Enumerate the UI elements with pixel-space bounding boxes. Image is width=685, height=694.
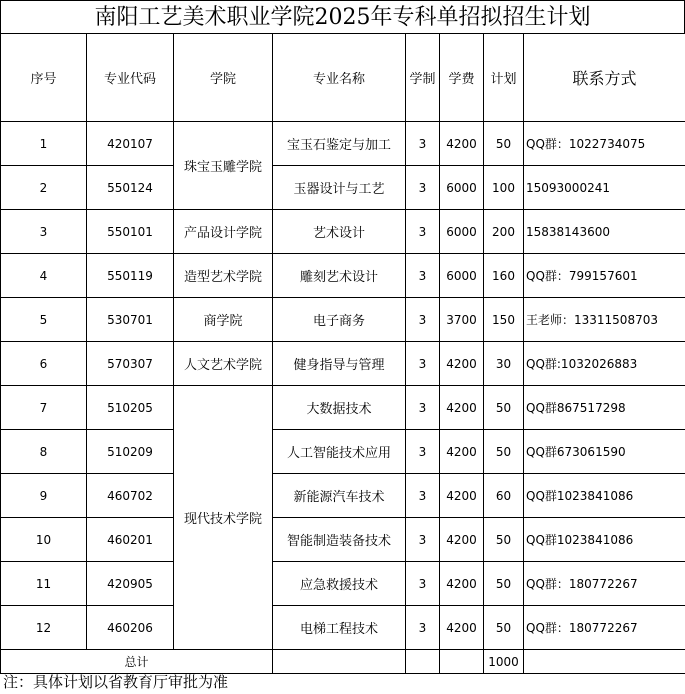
cell-contact: QQ群:1032026883 bbox=[524, 342, 685, 386]
total-empty-cell bbox=[440, 650, 484, 674]
cell-duration: 3 bbox=[406, 474, 440, 518]
cell-contact: QQ群：180772267 bbox=[524, 562, 685, 606]
cell-major: 新能源汽车技术 bbox=[273, 474, 406, 518]
cell-plan: 150 bbox=[484, 298, 524, 342]
header-college: 学院 bbox=[174, 34, 273, 122]
cell-college: 珠宝玉雕学院 bbox=[174, 122, 273, 210]
cell-duration: 3 bbox=[406, 122, 440, 166]
cell-code: 530701 bbox=[87, 298, 174, 342]
table-row bbox=[1, 166, 685, 210]
table-row bbox=[1, 298, 685, 342]
table-row bbox=[1, 430, 685, 474]
cell-duration: 3 bbox=[406, 342, 440, 386]
cell-plan: 50 bbox=[484, 562, 524, 606]
total-row bbox=[1, 650, 685, 674]
cell-index: 6 bbox=[1, 342, 87, 386]
cell-plan: 50 bbox=[484, 122, 524, 166]
cell-code: 550119 bbox=[87, 254, 174, 298]
cell-plan: 100 bbox=[484, 166, 524, 210]
header-fee: 学费 bbox=[440, 34, 484, 122]
cell-code: 570307 bbox=[87, 342, 174, 386]
table-row bbox=[1, 562, 685, 606]
cell-plan: 50 bbox=[484, 518, 524, 562]
header-duration: 学制 bbox=[406, 34, 440, 122]
cell-index: 7 bbox=[1, 386, 87, 430]
cell-code: 550101 bbox=[87, 210, 174, 254]
cell-fee: 4200 bbox=[440, 606, 484, 650]
total-empty-cell bbox=[406, 650, 440, 674]
cell-major: 智能制造装备技术 bbox=[273, 518, 406, 562]
cell-index: 1 bbox=[1, 122, 87, 166]
cell-plan: 60 bbox=[484, 474, 524, 518]
cell-duration: 3 bbox=[406, 210, 440, 254]
cell-fee: 4200 bbox=[440, 122, 484, 166]
cell-major: 应急救援技术 bbox=[273, 562, 406, 606]
cell-code: 460206 bbox=[87, 606, 174, 650]
cell-duration: 3 bbox=[406, 562, 440, 606]
footnote: 注：具体计划以省教育厅审批为准 bbox=[3, 673, 229, 691]
cell-major: 宝玉石鉴定与加工 bbox=[273, 122, 406, 166]
cell-contact: QQ群1023841086 bbox=[524, 518, 685, 562]
cell-college: 现代技术学院 bbox=[174, 386, 273, 650]
cell-contact: 15838143600 bbox=[524, 210, 685, 254]
table-row bbox=[1, 254, 685, 298]
cell-fee: 4200 bbox=[440, 474, 484, 518]
cell-code: 460702 bbox=[87, 474, 174, 518]
cell-code: 550124 bbox=[87, 166, 174, 210]
cell-fee: 3700 bbox=[440, 298, 484, 342]
cell-index: 10 bbox=[1, 518, 87, 562]
table-row bbox=[1, 518, 685, 562]
cell-duration: 3 bbox=[406, 166, 440, 210]
cell-duration: 3 bbox=[406, 606, 440, 650]
table-header-row bbox=[1, 34, 685, 122]
cell-index: 4 bbox=[1, 254, 87, 298]
cell-index: 5 bbox=[1, 298, 87, 342]
cell-major: 玉器设计与工艺 bbox=[273, 166, 406, 210]
cell-plan: 50 bbox=[484, 430, 524, 474]
cell-plan: 200 bbox=[484, 210, 524, 254]
cell-contact: QQ群867517298 bbox=[524, 386, 685, 430]
total-empty-cell bbox=[524, 650, 685, 674]
cell-college: 人文艺术学院 bbox=[174, 342, 273, 386]
cell-college: 造型艺术学院 bbox=[174, 254, 273, 298]
cell-plan: 30 bbox=[484, 342, 524, 386]
cell-fee: 4200 bbox=[440, 386, 484, 430]
cell-fee: 4200 bbox=[440, 518, 484, 562]
cell-major: 电梯工程技术 bbox=[273, 606, 406, 650]
cell-duration: 3 bbox=[406, 386, 440, 430]
page-title: 南阳工艺美术职业学院2025年专科单招拟招生计划 bbox=[0, 0, 685, 33]
cell-contact: 王老师：13311508703 bbox=[524, 298, 685, 342]
cell-major: 人工智能技术应用 bbox=[273, 430, 406, 474]
table-row bbox=[1, 210, 685, 254]
cell-fee: 4200 bbox=[440, 562, 484, 606]
enrollment-table bbox=[0, 33, 685, 674]
cell-index: 11 bbox=[1, 562, 87, 606]
cell-plan: 160 bbox=[484, 254, 524, 298]
cell-duration: 3 bbox=[406, 518, 440, 562]
cell-duration: 3 bbox=[406, 298, 440, 342]
header-major: 专业名称 bbox=[273, 34, 406, 122]
cell-fee: 4200 bbox=[440, 342, 484, 386]
table-row bbox=[1, 606, 685, 650]
total-value: 1000 bbox=[484, 650, 524, 674]
cell-index: 12 bbox=[1, 606, 87, 650]
cell-duration: 3 bbox=[406, 254, 440, 298]
cell-fee: 6000 bbox=[440, 254, 484, 298]
total-label: 总计 bbox=[1, 650, 273, 674]
cell-fee: 6000 bbox=[440, 166, 484, 210]
cell-major: 健身指导与管理 bbox=[273, 342, 406, 386]
cell-index: 8 bbox=[1, 430, 87, 474]
cell-contact: QQ群：180772267 bbox=[524, 606, 685, 650]
cell-college: 产品设计学院 bbox=[174, 210, 273, 254]
cell-fee: 4200 bbox=[440, 430, 484, 474]
cell-major: 大数据技术 bbox=[273, 386, 406, 430]
cell-contact: 15093000241 bbox=[524, 166, 685, 210]
table-row bbox=[1, 386, 685, 430]
cell-code: 510209 bbox=[87, 430, 174, 474]
cell-index: 2 bbox=[1, 166, 87, 210]
header-code: 专业代码 bbox=[87, 34, 174, 122]
header-plan: 计划 bbox=[484, 34, 524, 122]
cell-contact: QQ群1023841086 bbox=[524, 474, 685, 518]
cell-college: 商学院 bbox=[174, 298, 273, 342]
cell-fee: 6000 bbox=[440, 210, 484, 254]
total-empty-cell bbox=[273, 650, 406, 674]
cell-duration: 3 bbox=[406, 430, 440, 474]
cell-code: 460201 bbox=[87, 518, 174, 562]
cell-contact: QQ群673061590 bbox=[524, 430, 685, 474]
header-index: 序号 bbox=[1, 34, 87, 122]
cell-contact: QQ群：799157601 bbox=[524, 254, 685, 298]
cell-major: 艺术设计 bbox=[273, 210, 406, 254]
table-row bbox=[1, 122, 685, 166]
cell-major: 雕刻艺术设计 bbox=[273, 254, 406, 298]
header-contact: 联系方式 bbox=[524, 34, 685, 122]
table-row bbox=[1, 474, 685, 518]
cell-index: 3 bbox=[1, 210, 87, 254]
cell-code: 510205 bbox=[87, 386, 174, 430]
cell-index: 9 bbox=[1, 474, 87, 518]
table-row bbox=[1, 342, 685, 386]
cell-contact: QQ群：1022734075 bbox=[524, 122, 685, 166]
cell-plan: 50 bbox=[484, 606, 524, 650]
cell-major: 电子商务 bbox=[273, 298, 406, 342]
cell-code: 420107 bbox=[87, 122, 174, 166]
cell-plan: 50 bbox=[484, 386, 524, 430]
cell-code: 420905 bbox=[87, 562, 174, 606]
